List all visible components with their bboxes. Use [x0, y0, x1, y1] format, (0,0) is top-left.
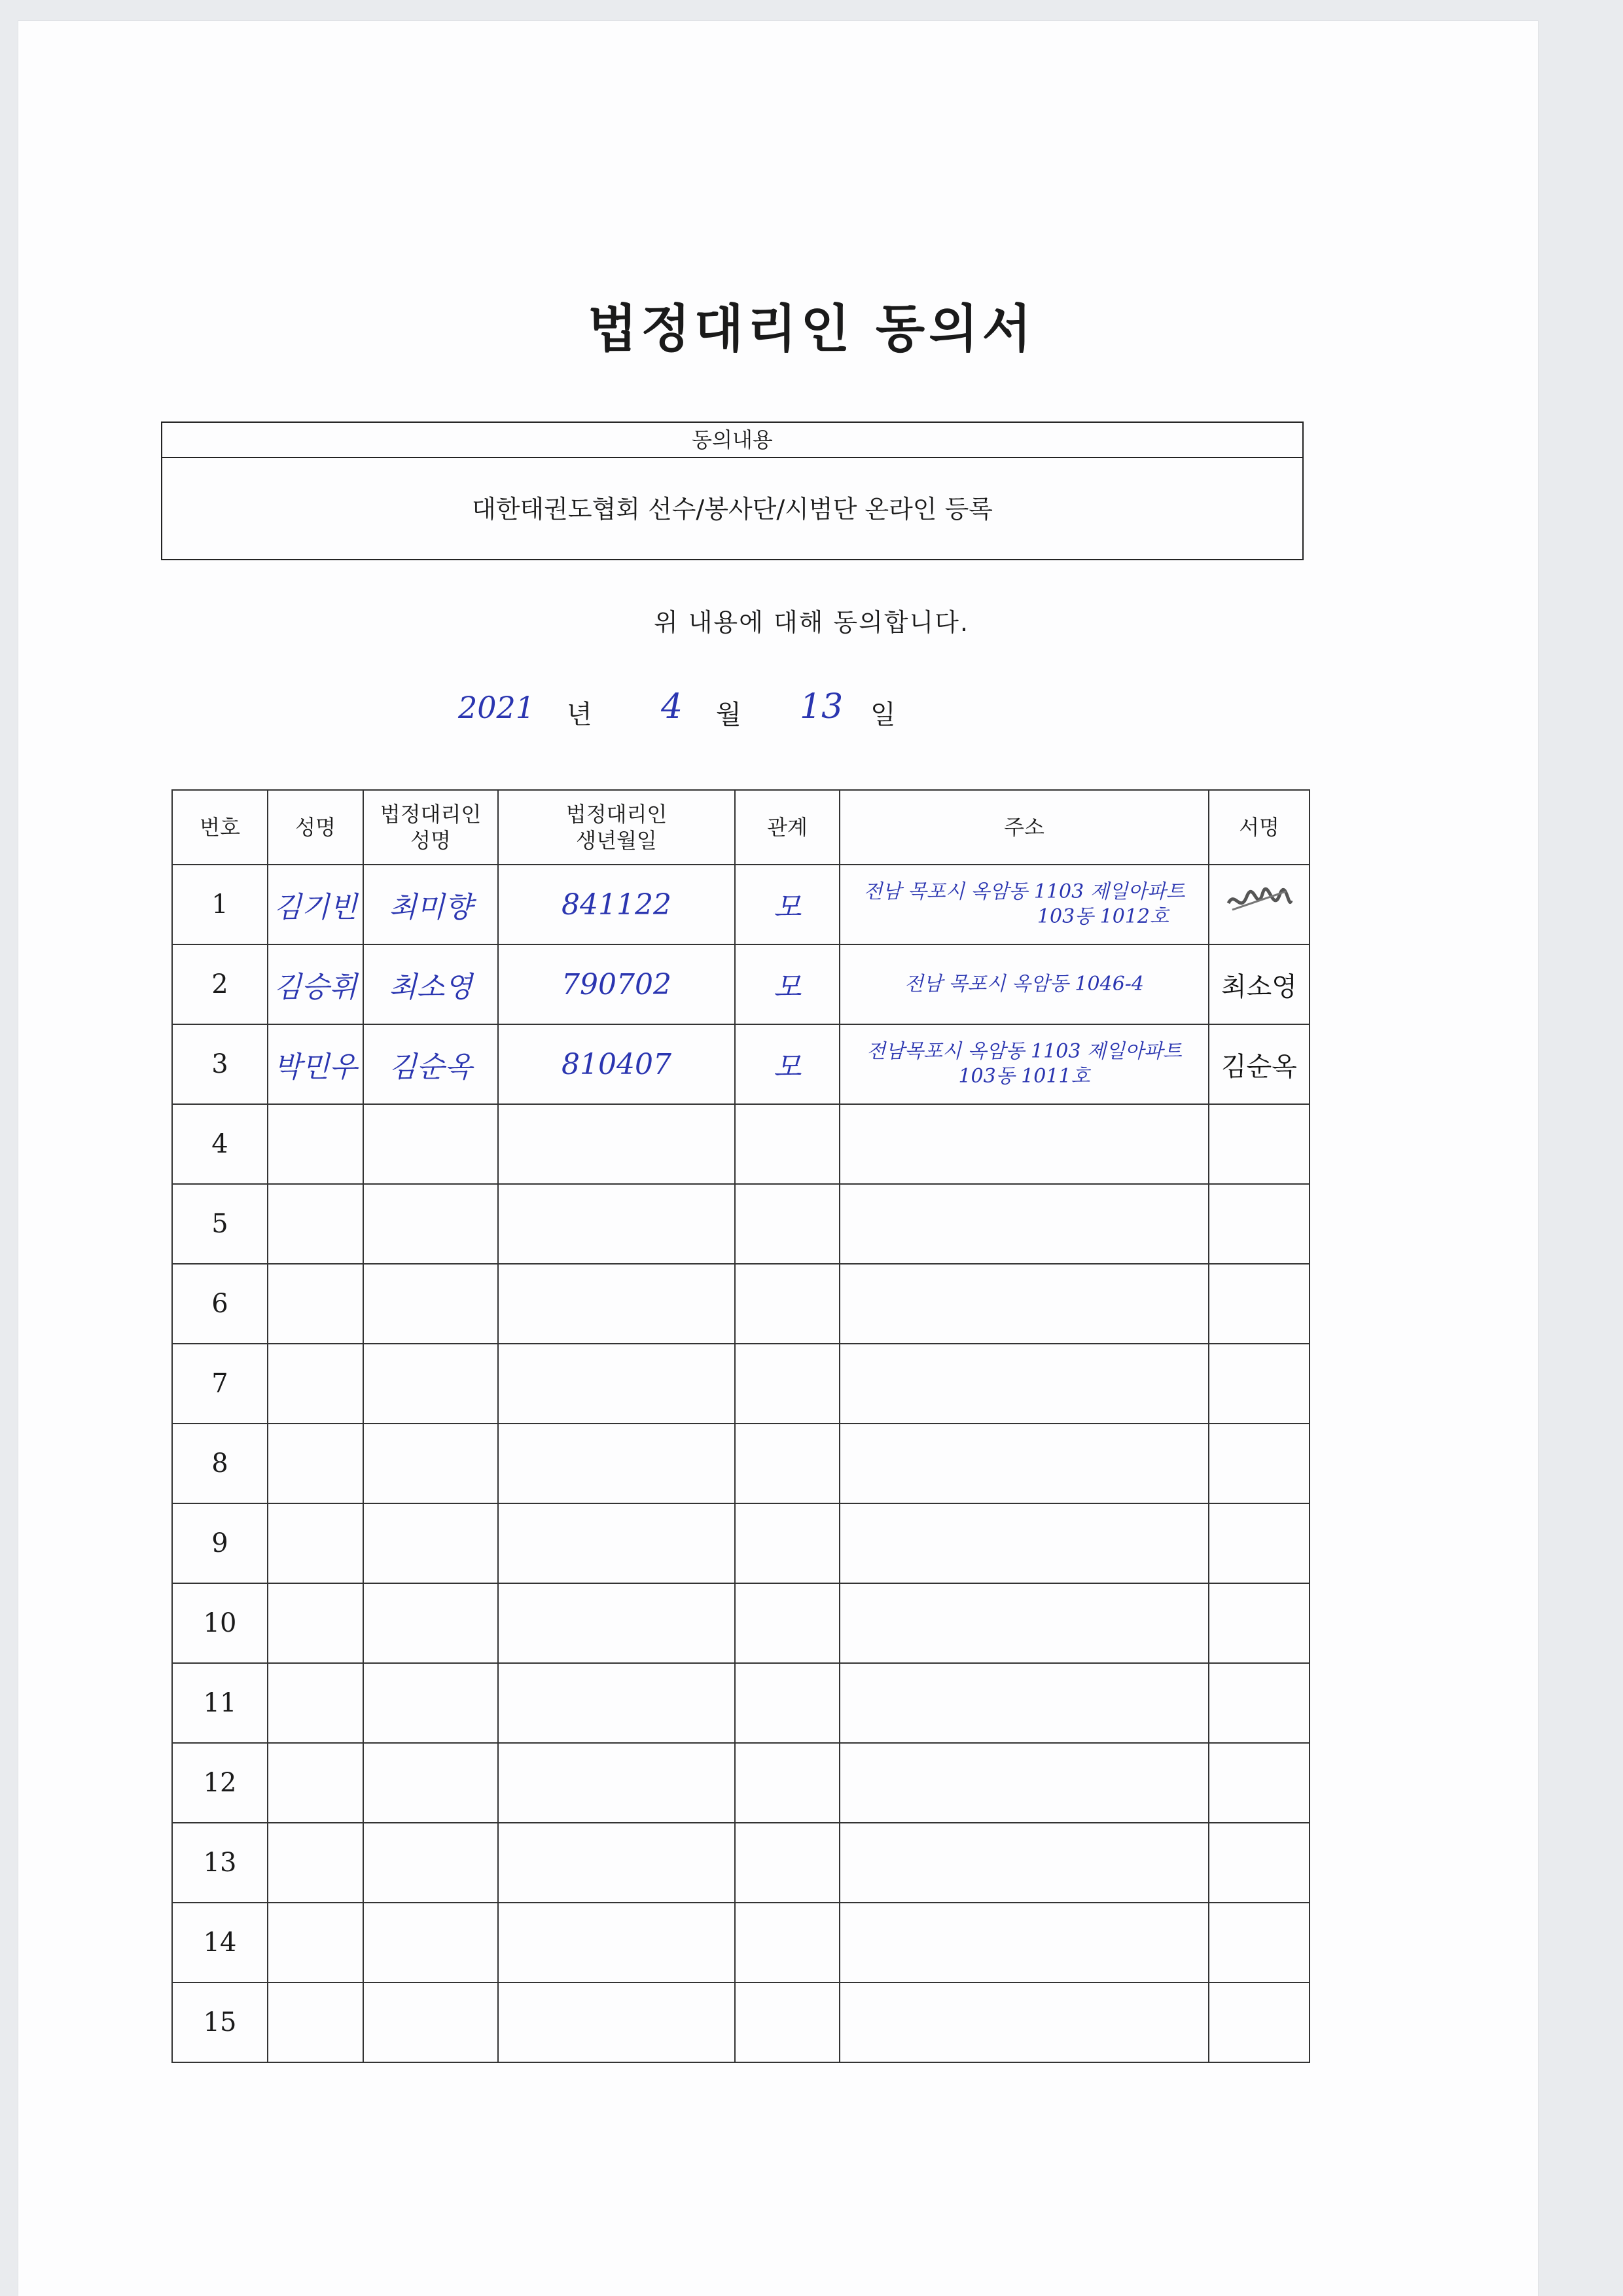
- row-address: [840, 1184, 1209, 1264]
- row-address: [840, 1823, 1209, 1903]
- row-address-line1: 전남목포시 옥암동 1103 제일아파트: [866, 1040, 1182, 1063]
- row-address: [840, 1264, 1209, 1344]
- table-row: [172, 1184, 1310, 1264]
- table-header-row: [172, 790, 1310, 865]
- row-relation-text: 모: [773, 891, 802, 924]
- row-relation: [735, 1024, 840, 1104]
- row-name-text: 김기빈: [274, 891, 357, 924]
- row-address-line1: 전남 목포시 옥암동 1046-4: [904, 973, 1145, 996]
- row-address: [840, 1344, 1209, 1424]
- row-number: 13: [172, 1823, 268, 1903]
- row-signature: [1209, 1104, 1310, 1184]
- table-row: [172, 1982, 1310, 2062]
- table-row: [172, 1663, 1310, 1743]
- row-guardian-text: 최미향: [389, 891, 473, 924]
- row-guardian: [363, 1024, 498, 1104]
- row-relation-text: 모: [773, 1050, 802, 1084]
- row-address-line2: 103동 1011호: [958, 1065, 1090, 1088]
- row-guardian: [363, 1104, 498, 1184]
- row-signature: [1209, 1903, 1310, 1982]
- row-name: [268, 1024, 363, 1104]
- row-name: [268, 865, 363, 944]
- row-number: 6: [172, 1264, 268, 1344]
- date-line: [0, 687, 1623, 740]
- row-name: [268, 1503, 363, 1583]
- row-signature: [1209, 1503, 1310, 1583]
- row-address-line1: 전남 목포시 옥암동 1103 제일아파트: [863, 880, 1185, 903]
- row-birth: [498, 944, 735, 1024]
- row-name: [268, 944, 363, 1024]
- row-name: [268, 1982, 363, 2062]
- row-address: [840, 1424, 1209, 1503]
- row-relation: [735, 1184, 840, 1264]
- row-relation: [735, 1583, 840, 1663]
- row-birth: [498, 1104, 735, 1184]
- row-name: [268, 1663, 363, 1743]
- row-signature: [1209, 1743, 1310, 1823]
- row-birth-text: 790702: [562, 967, 671, 1001]
- date-year: 2021: [458, 690, 535, 725]
- row-relation: [735, 1982, 840, 2062]
- row-number: 2: [172, 944, 268, 1024]
- row-guardian-text: 김순옥: [389, 1050, 473, 1084]
- row-address: [840, 1663, 1209, 1743]
- row-number: 12: [172, 1743, 268, 1823]
- row-guardian: [363, 1982, 498, 2062]
- table-row: [172, 1024, 1310, 1104]
- row-relation: [735, 1264, 840, 1344]
- row-name: [268, 1344, 363, 1424]
- row-number: 15: [172, 1982, 268, 2062]
- row-guardian: [363, 1583, 498, 1663]
- table-row: [172, 1344, 1310, 1424]
- table-row: [172, 1104, 1310, 1184]
- row-birth-text: 810407: [562, 1047, 671, 1081]
- row-guardian: [363, 1823, 498, 1903]
- row-address: [840, 1104, 1209, 1184]
- consent-header: 동의내용: [162, 423, 1302, 458]
- row-signature: [1209, 944, 1310, 1024]
- row-guardian: [363, 1184, 498, 1264]
- row-relation: [735, 1823, 840, 1903]
- header-guardian-birth-line2: 생년월일: [576, 828, 657, 853]
- row-signature: [1209, 1982, 1310, 2062]
- row-birth-text: 841122: [562, 888, 671, 922]
- row-guardian: [363, 1903, 498, 1982]
- row-birth: [498, 865, 735, 944]
- row-address-line2: 103동 1012호: [1037, 905, 1169, 928]
- row-number: 11: [172, 1663, 268, 1743]
- document-title: 법정대리인 동의서: [588, 300, 1035, 359]
- row-number: 10: [172, 1583, 268, 1663]
- row-number: 4: [172, 1104, 268, 1184]
- row-signature-text: 김순옥: [1221, 1051, 1297, 1082]
- row-guardian: [363, 944, 498, 1024]
- row-address: [840, 944, 1209, 1024]
- header-relation: 관계: [735, 790, 840, 865]
- row-signature: [1209, 1024, 1310, 1104]
- row-relation: [735, 865, 840, 944]
- header-guardian-birth-line1: 법정대리인: [565, 802, 668, 827]
- row-relation: [735, 1503, 840, 1583]
- consent-text: 대한태권도협회 선수/봉사단/시범단 온라인 등록: [471, 495, 993, 524]
- row-address: [840, 1503, 1209, 1583]
- row-name: [268, 1184, 363, 1264]
- row-signature: [1209, 865, 1310, 944]
- row-address: [840, 1024, 1209, 1104]
- date-day-unit: 일: [870, 700, 896, 730]
- header-guardian-name-line1: 법정대리인: [380, 802, 482, 827]
- row-relation: [735, 1743, 840, 1823]
- row-birth: [498, 1344, 735, 1424]
- date-month-unit: 월: [716, 700, 741, 730]
- row-guardian: [363, 1503, 498, 1583]
- row-number: 14: [172, 1903, 268, 1982]
- row-address: [840, 1982, 1209, 2062]
- row-guardian: [363, 1743, 498, 1823]
- row-name: [268, 1583, 363, 1663]
- row-guardian: [363, 865, 498, 944]
- date-year-unit: 년: [567, 700, 592, 730]
- row-signature: [1209, 1344, 1310, 1424]
- row-signature: [1209, 1184, 1310, 1264]
- row-signature: [1209, 1264, 1310, 1344]
- row-birth: [498, 1184, 735, 1264]
- table-row: [172, 944, 1310, 1024]
- row-relation: [735, 1663, 840, 1743]
- row-relation: [735, 1424, 840, 1503]
- table-row: [172, 1903, 1310, 1982]
- header-number: 번호: [172, 790, 268, 865]
- header-guardian-name: [363, 790, 498, 865]
- table-row: [172, 1264, 1310, 1344]
- row-birth: [498, 1663, 735, 1743]
- consent-box: [161, 422, 1304, 560]
- row-signature: [1209, 1424, 1310, 1503]
- guardian-table: [171, 789, 1310, 2063]
- row-guardian: [363, 1264, 498, 1344]
- agree-statement: 위 내용에 대해 동의합니다.: [653, 608, 970, 637]
- header-guardian-name-line2: 성명: [410, 828, 451, 853]
- row-relation: [735, 1903, 840, 1982]
- row-guardian: [363, 1344, 498, 1424]
- table-row: [172, 1424, 1310, 1503]
- row-relation-text: 모: [773, 971, 802, 1004]
- row-guardian: [363, 1663, 498, 1743]
- row-number: 7: [172, 1344, 268, 1424]
- row-guardian: [363, 1424, 498, 1503]
- row-name: [268, 1264, 363, 1344]
- date-day: 13: [800, 687, 844, 726]
- row-birth: [498, 1583, 735, 1663]
- row-signature: [1209, 1663, 1310, 1743]
- row-address: [840, 1903, 1209, 1982]
- row-signature: [1209, 1583, 1310, 1663]
- table-row: [172, 1743, 1310, 1823]
- header-guardian-birth: [498, 790, 735, 865]
- header-signature: 서명: [1209, 790, 1310, 865]
- header-name: 성명: [268, 790, 363, 865]
- row-birth: [498, 1503, 735, 1583]
- row-birth: [498, 1982, 735, 2062]
- row-birth: [498, 1823, 735, 1903]
- row-name: [268, 1424, 363, 1503]
- row-number: 9: [172, 1503, 268, 1583]
- row-birth: [498, 1903, 735, 1982]
- row-number: 5: [172, 1184, 268, 1264]
- row-number: 1: [172, 865, 268, 944]
- row-relation: [735, 1344, 840, 1424]
- row-name: [268, 1903, 363, 1982]
- row-name: [268, 1104, 363, 1184]
- row-address: [840, 1583, 1209, 1663]
- row-relation: [735, 1104, 840, 1184]
- table-row: [172, 1823, 1310, 1903]
- row-relation: [735, 944, 840, 1024]
- table-row: [172, 865, 1310, 944]
- date-month: 4: [661, 687, 683, 726]
- row-signature: [1209, 1823, 1310, 1903]
- row-signature-text: 최소영: [1221, 971, 1297, 1002]
- header-address: 주소: [840, 790, 1209, 865]
- row-name: [268, 1743, 363, 1823]
- row-guardian-text: 최소영: [389, 971, 473, 1004]
- row-number: 3: [172, 1024, 268, 1104]
- row-address: [840, 865, 1209, 944]
- row-birth: [498, 1424, 735, 1503]
- row-name-text: 박민우: [274, 1050, 357, 1084]
- row-birth: [498, 1743, 735, 1823]
- row-address: [840, 1743, 1209, 1823]
- table-row: [172, 1503, 1310, 1583]
- signature-scribble: [1223, 884, 1295, 920]
- row-birth: [498, 1264, 735, 1344]
- row-name: [268, 1823, 363, 1903]
- row-name-text: 김승휘: [274, 971, 357, 1004]
- row-birth: [498, 1024, 735, 1104]
- row-number: 8: [172, 1424, 268, 1503]
- table-row: [172, 1583, 1310, 1663]
